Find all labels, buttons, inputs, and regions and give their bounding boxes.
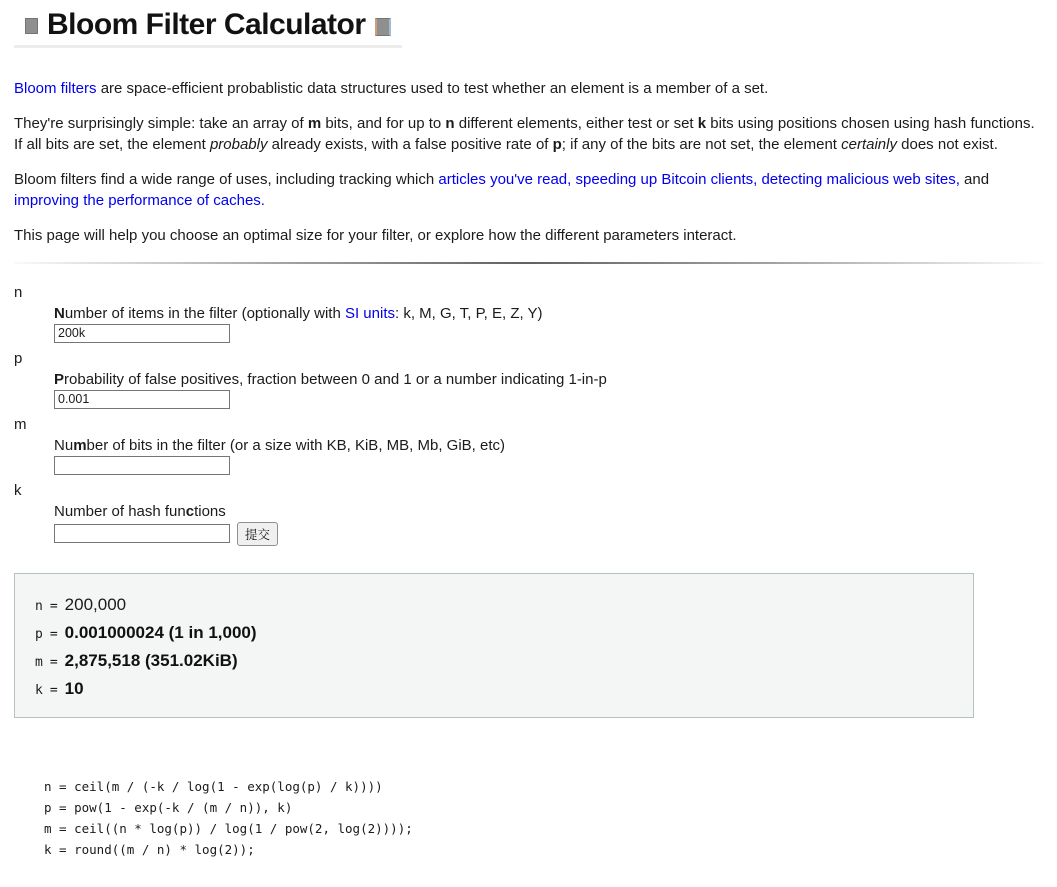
label-text: Number of hash fun: [54, 502, 186, 520]
calculator-form: [14, 282, 1043, 546]
result-var: n: [35, 598, 43, 614]
result-var: m: [35, 654, 43, 670]
field-letter-k: k: [14, 481, 22, 499]
accesskey-letter: P: [54, 370, 65, 388]
intro-paragraph-1: [14, 78, 1043, 99]
field-k: [54, 501, 1043, 546]
emphasis-probably: probably: [209, 135, 268, 153]
false-positive-input[interactable]: [54, 390, 230, 409]
intro-text: bits using positions chosen using hash functions. If all bits are set, the element: [14, 114, 1035, 153]
divider: [14, 262, 1043, 264]
equals-sign: =: [49, 654, 58, 670]
field-p-label: [54, 369, 1043, 390]
articles-read-link[interactable]: articles you've read,: [438, 170, 572, 188]
field-m-label: [54, 435, 1043, 456]
bitcoin-clients-link[interactable]: speeding up Bitcoin clients,: [575, 170, 758, 188]
accesskey-letter: m: [73, 436, 87, 454]
formula-p: p = pow(1 - exp(-k / (m / n)), k): [44, 799, 293, 815]
broken-image-icon: [25, 18, 38, 34]
emphasis-certainly: certainly: [841, 135, 897, 153]
result-row-m: [35, 648, 953, 676]
field-n-label: [54, 303, 1043, 324]
equals-sign: =: [49, 682, 58, 698]
broken-image-icon: [375, 18, 391, 36]
result-value-p: 0.001000024 (1 in 1,000): [64, 622, 257, 642]
formula-n: n = ceil(m / (-k / log(1 - exp(log(p) / k)))): [44, 778, 383, 794]
si-units-link[interactable]: SI units: [344, 304, 395, 322]
intro-text: does not exist.: [896, 135, 998, 153]
var-p: p: [552, 135, 562, 153]
field-letter-m: m: [14, 415, 27, 433]
field-m: [54, 435, 1043, 475]
var-m: m: [307, 114, 322, 132]
formula-k: k = round((m / n) * log(2));: [44, 841, 255, 857]
intro-text: bits, and for up to: [321, 114, 446, 132]
var-n: n: [445, 114, 455, 132]
field-k-label: [54, 501, 1043, 522]
bloom-filters-link[interactable]: Bloom filters: [14, 79, 97, 97]
page-title-text: Bloom Filter Calculator: [47, 8, 366, 41]
field-p: [54, 369, 1043, 409]
intro-text: and: [959, 170, 990, 188]
label-text: ber of bits in the filter (or a size with KB, KiB, MB, Mb, GiB, etc): [86, 436, 506, 454]
result-value-n: 200,000: [64, 594, 127, 614]
items-count-input[interactable]: [54, 324, 230, 343]
intro-text: different elements, either test or set: [454, 114, 698, 132]
result-row-k: [35, 676, 953, 704]
formula-m: m = ceil((n * log(p)) / log(1 / pow(2, log(2))));: [44, 820, 413, 836]
malicious-sites-link[interactable]: detecting malicious web sites,: [761, 170, 960, 188]
equals-sign: =: [49, 626, 58, 642]
label-text: : k, M, G, T, P, E, Z, Y): [395, 304, 543, 322]
intro-text: are space-efficient probablistic data structures used to test whether an element is a member of a set.: [96, 79, 769, 97]
label-text: Nu: [54, 436, 74, 454]
result-value-k: 10: [64, 678, 84, 698]
accesskey-letter: c: [185, 502, 195, 520]
hash-functions-input[interactable]: [54, 524, 230, 543]
result-row-p: [35, 620, 953, 648]
var-k: k: [697, 114, 707, 132]
caches-link[interactable]: improving the performance of caches.: [14, 191, 265, 209]
intro-text: They're surprisingly simple: take an array of: [14, 114, 308, 132]
field-letter-p: p: [14, 349, 23, 367]
bits-count-input[interactable]: [54, 456, 230, 475]
label-text: robability of false positives, fraction between 0 and 1 or a number indicating 1-in-p: [64, 370, 607, 388]
intro-text: ; if any of the bits are not set, the element: [561, 135, 842, 153]
label-text: umber of items in the filter (optionally with: [64, 304, 345, 322]
result-var: p: [35, 626, 43, 642]
field-n: [54, 303, 1043, 343]
field-letter-n: n: [14, 283, 23, 301]
result-value-m: 2,875,518 (351.02KiB): [64, 650, 238, 670]
intro-paragraph-2: [14, 113, 1043, 155]
accesskey-letter: N: [54, 304, 65, 322]
equals-sign: =: [49, 598, 58, 614]
intro-text: Bloom filters find a wide range of uses, including tracking which: [14, 170, 439, 188]
results-panel: [14, 573, 974, 718]
result-var: k: [35, 682, 43, 698]
intro-paragraph-3: [14, 169, 1043, 211]
intro-paragraph-4: This page will help you choose an optimal size for your filter, or explore how the different parameters interact.: [14, 226, 737, 244]
intro-text: already exists, with a false positive rate of: [267, 135, 553, 153]
submit-button[interactable]: 提交: [237, 522, 278, 546]
result-row-n: [35, 592, 953, 620]
formulas-block: [44, 776, 1043, 860]
label-text: tions: [194, 502, 226, 520]
page-title: [14, 8, 402, 48]
